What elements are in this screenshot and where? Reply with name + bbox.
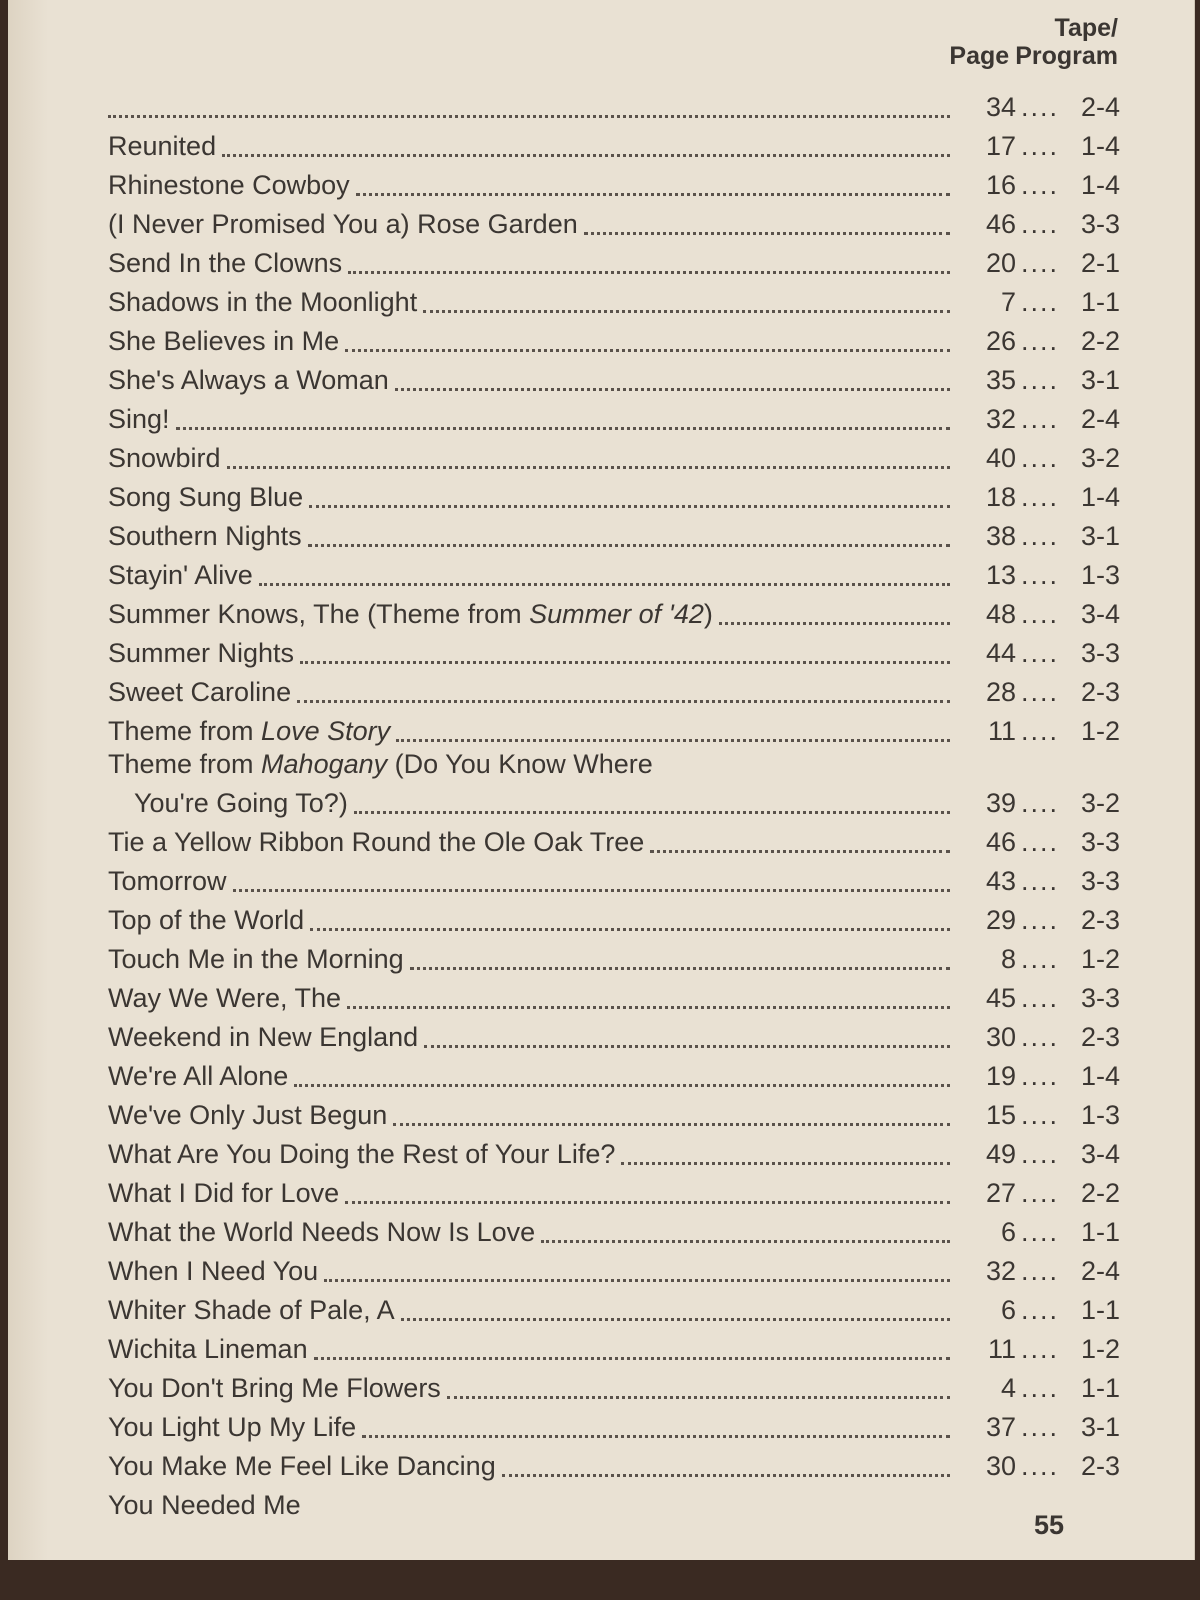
- dots-separator: ....: [1020, 482, 1059, 512]
- dot-leader: [314, 1356, 950, 1360]
- song-title: [108, 1178, 339, 1209]
- program-cell: 3-4: [1080, 1139, 1120, 1169]
- program-cell: 3-1: [1080, 1412, 1120, 1442]
- dot-leader: [401, 1317, 950, 1321]
- page-number-cell: 35: [985, 365, 1016, 395]
- program-cell: 1-1: [1080, 1373, 1120, 1403]
- song-title-text: Summer Nights: [108, 638, 295, 668]
- page-number-cell: 37: [985, 1412, 1016, 1442]
- list-item: [108, 1248, 1120, 1287]
- song-title-text: Stayin' Alive: [108, 560, 253, 590]
- program-cell: 3-1: [1080, 521, 1120, 551]
- program-cell: 2-4: [1080, 1256, 1120, 1286]
- song-title: [108, 287, 417, 318]
- top-entry: [108, 84, 1120, 123]
- song-title-italic: Love Story: [261, 716, 391, 746]
- page-number-cell: 40: [985, 443, 1016, 473]
- page-number-cell: 49: [985, 1139, 1016, 1169]
- page-number-cell: 27: [985, 1178, 1016, 1208]
- song-title: [108, 443, 221, 474]
- list-item: [108, 1014, 1120, 1053]
- song-title-text: Touch Me in the Morning: [108, 944, 404, 974]
- dots-separator: ....: [1020, 560, 1059, 590]
- song-title-text: We're All Alone: [108, 1061, 289, 1091]
- program-cell: 2-2: [1080, 326, 1120, 356]
- song-title-italic: Summer of '42: [529, 599, 704, 629]
- dots-separator: ....: [1020, 443, 1059, 473]
- dot-leader: [233, 888, 950, 892]
- list-item: [108, 747, 1120, 780]
- page-number-cell: 45: [985, 983, 1016, 1013]
- dots-separator: ....: [1020, 905, 1059, 935]
- dots-separator: ....: [1020, 521, 1059, 551]
- program-cell: 1-4: [1080, 131, 1120, 161]
- book-page: [8, 0, 1195, 1560]
- dot-leader: [259, 582, 950, 586]
- song-title-text: Southern Nights: [108, 521, 302, 551]
- program-cell: 3-1: [1080, 365, 1120, 395]
- page-number-cell: 4: [1000, 1373, 1016, 1403]
- dots-separator: ....: [1020, 677, 1059, 707]
- dots-separator: ....: [1020, 170, 1059, 200]
- dot-leader: [395, 387, 950, 391]
- song-title: [108, 131, 216, 162]
- list-item: [108, 357, 1120, 396]
- list-item: [108, 201, 1120, 240]
- program-cell: 1-1: [1080, 287, 1120, 317]
- song-title-text: You Don't Bring Me Flowers: [108, 1373, 441, 1403]
- song-title-text: Theme from: [108, 749, 262, 779]
- song-title: [108, 1139, 615, 1170]
- song-title-text: Rhinestone Cowboy: [108, 170, 350, 200]
- dot-leader: [447, 1395, 950, 1399]
- dot-leader: [502, 1473, 950, 1477]
- dots-separator: ....: [1020, 866, 1059, 896]
- dot-leader: [423, 309, 950, 313]
- song-title-text: What the World Needs Now Is Love: [108, 1217, 536, 1247]
- dots-separator: ....: [1020, 788, 1059, 818]
- page-number-cell: 20: [985, 248, 1016, 278]
- page-number-cell: 11: [987, 1334, 1016, 1364]
- song-title-text: Sweet Caroline: [108, 677, 292, 707]
- song-title: [108, 788, 348, 819]
- program-cell: 2-3: [1080, 1022, 1120, 1052]
- dots-separator: ....: [1020, 365, 1059, 395]
- list-item: [108, 162, 1120, 201]
- song-title: [108, 716, 390, 747]
- dots-separator: ....: [1020, 1178, 1059, 1208]
- program-cell: 3-3: [1080, 983, 1120, 1013]
- song-title: [108, 749, 653, 780]
- dots-separator: ....: [1020, 983, 1059, 1013]
- list-item: [108, 936, 1120, 975]
- song-title: [108, 1217, 535, 1248]
- dots-separator: ....: [1020, 131, 1059, 161]
- song-title: [108, 1061, 288, 1092]
- list-item: [108, 1404, 1120, 1443]
- song-title: [108, 170, 350, 201]
- song-title: [108, 944, 404, 975]
- page-number-cell: 16: [985, 170, 1016, 200]
- song-title-text: Send In the Clowns: [108, 248, 343, 278]
- page-number-cell: 39: [985, 788, 1016, 818]
- program-cell: 1-2: [1080, 716, 1120, 746]
- page-number-cell: 13: [985, 560, 1016, 590]
- page-number-cell: 43: [985, 866, 1016, 896]
- song-title-text: You Light Up My Life: [108, 1412, 357, 1442]
- song-title-text: Top of the World: [108, 905, 305, 935]
- list-item: [108, 396, 1120, 435]
- program-cell: 3-3: [1080, 638, 1120, 668]
- list-item: [108, 858, 1120, 897]
- list-item: [108, 1482, 1120, 1521]
- list-item: [108, 474, 1120, 513]
- dot-leader: [310, 927, 950, 931]
- page-gutter-shadow: [8, 0, 48, 1560]
- dots-separator: ....: [1020, 209, 1059, 239]
- song-title: [108, 866, 227, 897]
- dot-leader: [345, 348, 950, 352]
- folio-page-number: 55: [1033, 1510, 1064, 1540]
- program-cell: 2-3: [1080, 677, 1120, 707]
- dots-separator: ....: [1020, 1373, 1059, 1403]
- song-title: [108, 404, 170, 435]
- page-number-cell: 30: [985, 1022, 1016, 1052]
- dot-leader: [297, 699, 950, 703]
- list-item: [108, 279, 1120, 318]
- dots-separator: ....: [1020, 326, 1059, 356]
- page-number-cell: 19: [985, 1061, 1016, 1091]
- dot-leader: [324, 1278, 950, 1282]
- dot-leader: [356, 192, 950, 196]
- list-item: [108, 591, 1120, 630]
- song-title: [108, 1451, 496, 1482]
- dot-leader: [584, 231, 950, 235]
- song-title-text: Shadows in the Moonlight: [108, 287, 418, 317]
- list-item: [108, 552, 1120, 591]
- list-item: [108, 1092, 1120, 1131]
- list-item: [108, 318, 1120, 357]
- header-program-label: Program: [1015, 42, 1118, 70]
- dots-separator: ....: [1020, 287, 1059, 317]
- song-title: [108, 827, 644, 858]
- program-cell: 1-1: [1080, 1295, 1120, 1325]
- list-item: [108, 819, 1120, 858]
- dot-leader: [347, 1005, 950, 1009]
- program-cell: 2-3: [1080, 1451, 1120, 1481]
- list-item: [108, 1053, 1120, 1092]
- dot-leader: [294, 1083, 950, 1087]
- program-cell: 1-3: [1080, 1100, 1120, 1130]
- song-title-text: She Believes in Me: [108, 326, 340, 356]
- dot-leader: [300, 660, 950, 664]
- dot-leader: [222, 153, 950, 157]
- list-item: [108, 240, 1120, 279]
- list-item: [108, 1287, 1120, 1326]
- song-title: [108, 1100, 387, 1131]
- song-title: [108, 326, 339, 357]
- page-number-cell: 38: [985, 521, 1016, 551]
- list-item: [108, 1365, 1120, 1404]
- song-title-text: She's Always a Woman: [108, 365, 389, 395]
- song-title-text: You're Going To?): [134, 788, 348, 818]
- song-title-text: Tie a Yellow Ribbon Round the Ole Oak Tree: [108, 827, 645, 857]
- song-title: [108, 521, 302, 552]
- header-row: [949, 42, 1118, 70]
- song-title-text: Summer Knows, The (Theme from: [108, 599, 530, 629]
- dot-leader: [308, 543, 950, 547]
- dots-separator: ....: [1020, 1139, 1059, 1169]
- page-number-cell: 28: [985, 677, 1016, 707]
- song-title: [108, 1373, 441, 1404]
- list-item: [108, 669, 1120, 708]
- song-title: [108, 1022, 418, 1053]
- song-title-italic: Mahogany: [261, 749, 388, 779]
- dots-separator: ....: [1020, 599, 1059, 629]
- program-cell: 2-2: [1080, 1178, 1120, 1208]
- header-page-label: Page: [949, 42, 1010, 70]
- page-number-cell: 32: [985, 1256, 1016, 1286]
- column-header: [949, 14, 1118, 70]
- song-title: [108, 983, 341, 1014]
- dot-leader: [176, 426, 950, 430]
- page-number-cell: 29: [985, 905, 1016, 935]
- dot-leader: [650, 849, 950, 853]
- list-item: [108, 123, 1120, 162]
- header-tape-label: Tape/: [1054, 14, 1118, 42]
- dot-leader: [309, 504, 950, 508]
- program-cell: 1-2: [1080, 1334, 1120, 1364]
- list-item: [108, 1170, 1120, 1209]
- list-item: [108, 1443, 1120, 1482]
- dot-leader: [362, 1434, 950, 1438]
- list-item: [108, 1326, 1120, 1365]
- dot-leader: [345, 1200, 950, 1204]
- song-title: [108, 248, 342, 279]
- program-cell: 3-2: [1080, 443, 1120, 473]
- song-title-text: Tomorrow: [108, 866, 227, 896]
- dots-separator: ....: [1020, 638, 1059, 668]
- song-index-list: [108, 84, 1120, 1521]
- page-number-cell: 34: [985, 92, 1016, 122]
- song-title-suffix: ): [703, 599, 713, 629]
- page-number-cell: 6: [1000, 1295, 1016, 1325]
- song-title: [108, 365, 389, 396]
- song-title-text: Whiter Shade of Pale, A: [108, 1295, 395, 1325]
- dot-leader: [424, 1044, 950, 1048]
- dots-separator: ....: [1020, 1451, 1059, 1481]
- dots-separator: ....: [1020, 1217, 1059, 1247]
- dot-leader: [348, 270, 950, 274]
- dots-separator: ....: [1020, 1061, 1059, 1091]
- dots-separator: ....: [1020, 248, 1059, 278]
- page-number-cell: 48: [985, 599, 1016, 629]
- list-item: [108, 708, 1120, 747]
- list-item: [108, 975, 1120, 1014]
- program-cell: 1-4: [1080, 170, 1120, 200]
- song-title-text: Way We Were, The: [108, 983, 342, 1013]
- list-item: [108, 513, 1120, 552]
- page-number-cell: 46: [985, 827, 1016, 857]
- program-cell: 1-1: [1080, 1217, 1120, 1247]
- program-cell: 2-4: [1080, 92, 1120, 122]
- song-title-text: Reunited: [108, 131, 217, 161]
- song-title: [108, 905, 304, 936]
- song-title: [108, 1412, 356, 1443]
- song-title-text: What I Did for Love: [108, 1178, 340, 1208]
- song-title: [108, 638, 294, 669]
- list-item: [108, 630, 1120, 669]
- page-number-cell: 26: [985, 326, 1016, 356]
- dots-separator: ....: [1020, 1100, 1059, 1130]
- dots-separator: ....: [1020, 716, 1059, 746]
- list-item: [108, 1131, 1120, 1170]
- song-title-suffix: (Do You Know Where: [387, 749, 653, 779]
- song-title-text: Snowbird: [108, 443, 221, 473]
- song-title: [108, 482, 303, 513]
- dot-leader: [410, 966, 950, 970]
- page-number-cell: 32: [985, 404, 1016, 434]
- dots-separator: ....: [1020, 1295, 1059, 1325]
- dots-separator: ....: [1020, 1334, 1059, 1364]
- dots-separator: ....: [1020, 404, 1059, 434]
- program-cell: 1-4: [1080, 1061, 1120, 1091]
- list-item: [108, 1209, 1120, 1248]
- list-item: [108, 780, 1120, 819]
- song-title-text: What Are You Doing the Rest of Your Life?: [108, 1139, 616, 1169]
- song-title-text: Song Sung Blue: [108, 482, 304, 512]
- song-title: [108, 677, 291, 708]
- song-title-text: You Make Me Feel Like Dancing: [108, 1451, 496, 1481]
- page-number-cell: 17: [985, 131, 1016, 161]
- song-title-text: Weekend in New England: [108, 1022, 419, 1052]
- dot-leader: [541, 1239, 950, 1243]
- page-number-cell: 46: [985, 209, 1016, 239]
- program-cell: 3-2: [1080, 788, 1120, 818]
- song-title-text: We've Only Just Begun: [108, 1100, 388, 1130]
- program-cell: 3-3: [1080, 866, 1120, 896]
- program-cell: 3-4: [1080, 599, 1120, 629]
- song-title: [108, 1295, 395, 1326]
- song-title: [108, 1490, 301, 1521]
- program-cell: 2-3: [1080, 905, 1120, 935]
- program-cell: 3-3: [1080, 827, 1120, 857]
- song-title-text: Wichita Lineman: [108, 1334, 308, 1364]
- song-title-text: (I Never Promised You a) Rose Garden: [108, 209, 578, 239]
- dots-separator: ....: [1020, 1022, 1059, 1052]
- dot-leader: [621, 1161, 950, 1165]
- page-number-cell: 18: [985, 482, 1016, 512]
- page-number-cell: 6: [1000, 1217, 1016, 1247]
- song-title: [108, 599, 713, 630]
- dots-separator: ....: [1020, 1256, 1059, 1286]
- dot-leader: [227, 465, 950, 469]
- dot-leader: [719, 621, 950, 625]
- program-cell: 2-4: [1080, 404, 1120, 434]
- page-number-cell: 11: [987, 716, 1016, 746]
- dots-separator: ....: [1020, 944, 1059, 974]
- song-title-text: When I Need You: [108, 1256, 319, 1286]
- program-cell: 3-3: [1080, 209, 1120, 239]
- dot-leader: [108, 114, 950, 118]
- page-number-cell: 44: [985, 638, 1016, 668]
- list-item: [108, 435, 1120, 474]
- dot-leader: [396, 738, 950, 742]
- dot-leader: [393, 1122, 950, 1126]
- page-number-cell: 15: [985, 1100, 1016, 1130]
- song-title-text: Theme from: [108, 716, 262, 746]
- song-title-text: You Needed Me: [108, 1490, 301, 1520]
- program-cell: 1-3: [1080, 560, 1120, 590]
- page-number-cell: 7: [1000, 287, 1016, 317]
- dot-leader: [354, 810, 950, 814]
- list-item: [108, 897, 1120, 936]
- program-cell: 2-1: [1080, 248, 1120, 278]
- dots-separator: ....: [1020, 827, 1059, 857]
- program-cell: 1-4: [1080, 482, 1120, 512]
- song-title-text: Sing!: [108, 404, 170, 434]
- page-number-cell: 8: [1000, 944, 1016, 974]
- program-cell: 1-2: [1080, 944, 1120, 974]
- dots-separator: ....: [1020, 92, 1059, 122]
- dots-separator: ....: [1020, 1412, 1059, 1442]
- song-title: [108, 1256, 318, 1287]
- page-number-cell: 30: [985, 1451, 1016, 1481]
- song-title: [108, 1334, 308, 1365]
- song-title: [108, 560, 253, 591]
- song-title: [108, 209, 578, 240]
